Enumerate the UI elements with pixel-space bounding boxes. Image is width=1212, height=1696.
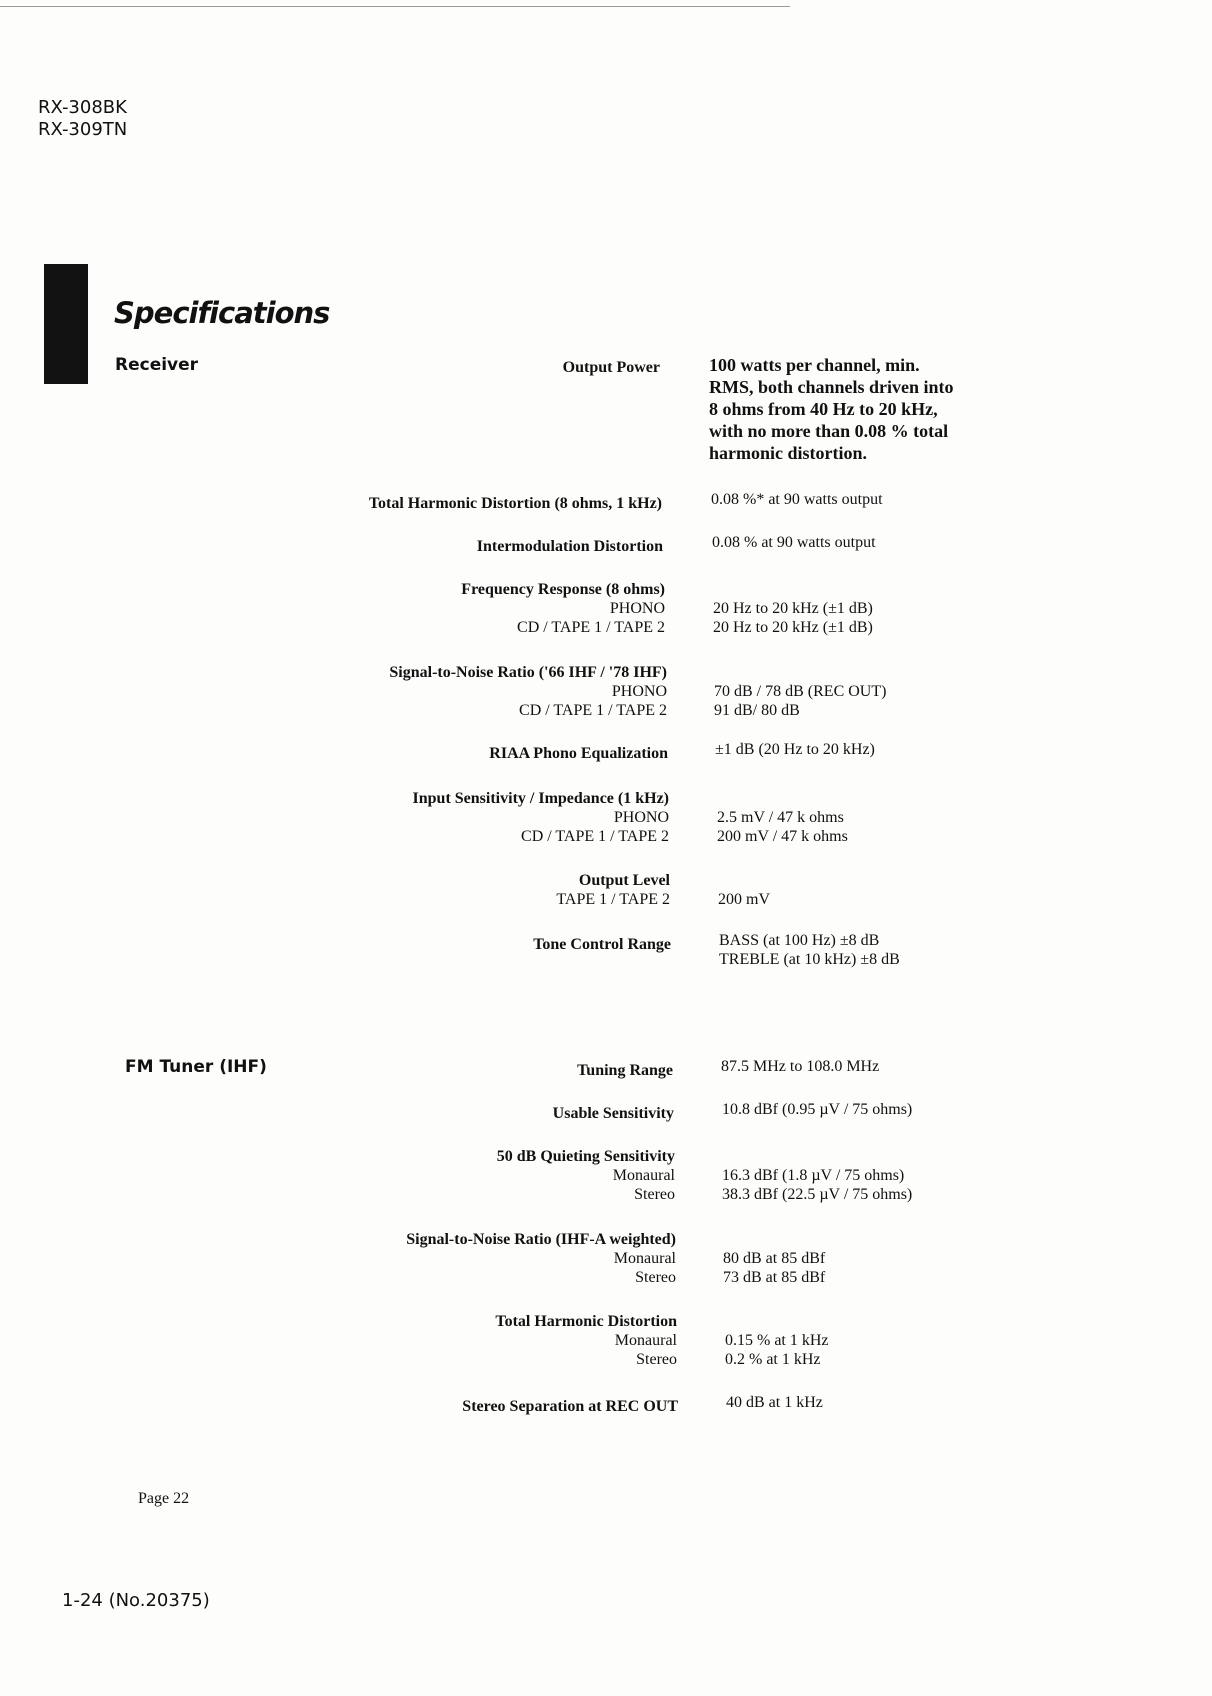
spec-value: 87.5 MHz to 108.0 MHz [721, 1058, 880, 1075]
spec-sub-label: CD / TAPE 1 / TAPE 2 [517, 619, 665, 636]
spec-value-line: 38.3 dBf (22.5 µV / 75 ohms) [722, 1186, 913, 1203]
spec-sub-label: Stereo [635, 1269, 676, 1286]
spec-label: Signal-to-Noise Ratio ('66 IHF / '78 IHF) [389, 664, 667, 681]
section-marker-bar [44, 264, 88, 384]
spec-label-group [461, 580, 665, 637]
top-rule [0, 6, 790, 7]
spec-label: Signal-to-Noise Ratio (IHF-A weighted) [406, 1231, 676, 1248]
spec-sub-label: Stereo [636, 1351, 677, 1368]
section-label-receiver: Receiver [115, 355, 199, 375]
section-label-fm-tuner: FM Tuner (IHF) [125, 1057, 267, 1077]
spec-sub-label: PHONO [611, 683, 667, 700]
spec-value-line: 20 Hz to 20 kHz (±1 dB) [713, 600, 873, 617]
spec-value [719, 931, 900, 969]
spec-label: Intermodulation Distortion [476, 538, 663, 555]
spec-sub-label: Stereo [634, 1186, 675, 1203]
model-number: RX-308BK [38, 97, 127, 118]
spec-value-line: 0.2 % at 1 kHz [725, 1351, 821, 1368]
spec-value [722, 1147, 912, 1204]
spec-value-line: 8 ohms from 40 Hz to 20 kHz, [709, 399, 938, 419]
spec-label-group [413, 789, 669, 846]
spec-label: Total Harmonic Distortion [495, 1313, 677, 1330]
model-number: RX-309TN [38, 119, 128, 140]
spec-label: Usable Sensitivity [552, 1105, 674, 1122]
spec-value: ±1 dB (20 Hz to 20 kHz) [715, 741, 875, 758]
spec-value-line: RMS, both channels driven into [709, 377, 954, 397]
spec-value [714, 663, 886, 720]
spec-value-line: 91 dB/ 80 dB [714, 702, 800, 719]
spec-value-line: 2.5 mV / 47 k ohms [717, 809, 844, 826]
spec-label: Total Harmonic Distortion (8 ohms, 1 kHz) [368, 495, 662, 512]
spec-value-line: 80 dB at 85 dBf [723, 1250, 826, 1267]
spec-sub-label: TAPE 1 / TAPE 2 [556, 891, 670, 908]
spec-value [713, 580, 873, 637]
spec-sub-label: Monaural [613, 1250, 676, 1267]
spec-value: 40 dB at 1 kHz [726, 1394, 823, 1411]
spec-label: Tone Control Range [533, 936, 671, 953]
spec-sub-label: CD / TAPE 1 / TAPE 2 [519, 702, 667, 719]
spec-label-group [495, 1312, 677, 1369]
spec-value-line: 0.15 % at 1 kHz [725, 1332, 829, 1349]
spec-value: 0.08 %* at 90 watts output [711, 491, 883, 508]
spec-label-group [406, 1230, 676, 1287]
spec-label-group [389, 663, 667, 720]
spec-value-line: 16.3 dBf (1.8 µV / 75 ohms) [722, 1167, 905, 1184]
spec-value [717, 789, 848, 846]
page-title: Specifications [114, 296, 330, 330]
spec-label-group [556, 871, 670, 909]
spec-label: Input Sensitivity / Impedance (1 kHz) [412, 790, 669, 807]
spec-value-line: BASS (at 100 Hz) ±8 dB [719, 932, 880, 949]
page-number: Page 22 [138, 1490, 190, 1507]
spec-value-line: 200 mV [718, 891, 770, 908]
spec-label: 50 dB Quieting Sensitivity [496, 1148, 675, 1165]
spec-label: Frequency Response (8 ohms) [461, 581, 665, 598]
spec-label: Tuning Range [577, 1062, 673, 1079]
spec-sub-label: PHONO [613, 809, 669, 826]
spec-value-line: 100 watts per channel, min. [709, 355, 920, 375]
spec-sub-label: Monaural [612, 1167, 675, 1184]
spec-value-line: 73 dB at 85 dBf [723, 1269, 826, 1286]
spec-sub-label: Monaural [614, 1332, 677, 1349]
spec-sub-label: CD / TAPE 1 / TAPE 2 [521, 828, 669, 845]
spec-value [709, 354, 954, 464]
spec-value-line: with no more than 0.08 % total [709, 421, 949, 441]
spec-value [725, 1312, 829, 1369]
spec-label: Output Level [578, 872, 670, 889]
spec-label: Output Power [562, 359, 660, 376]
spec-value-line: 200 mV / 47 k ohms [717, 828, 848, 845]
spec-value: 0.08 % at 90 watts output [712, 534, 876, 551]
spec-value-line: 70 dB / 78 dB (REC OUT) [714, 683, 887, 700]
spec-value-line: 20 Hz to 20 kHz (±1 dB) [713, 619, 873, 636]
spec-label: Stereo Separation at REC OUT [462, 1398, 678, 1415]
spec-value-line: TREBLE (at 10 kHz) ±8 dB [719, 951, 900, 968]
spec-value [718, 871, 770, 909]
spec-sub-label: PHONO [609, 600, 665, 617]
spec-value-line: harmonic distortion. [709, 443, 868, 463]
spec-value [723, 1230, 825, 1287]
spec-label-group [497, 1147, 675, 1204]
spec-label: RIAA Phono Equalization [489, 745, 668, 762]
model-numbers [38, 97, 127, 141]
spec-value: 10.8 dBf (0.95 µV / 75 ohms) [722, 1101, 913, 1118]
document-number: 1-24 (No.20375) [62, 1590, 210, 1611]
